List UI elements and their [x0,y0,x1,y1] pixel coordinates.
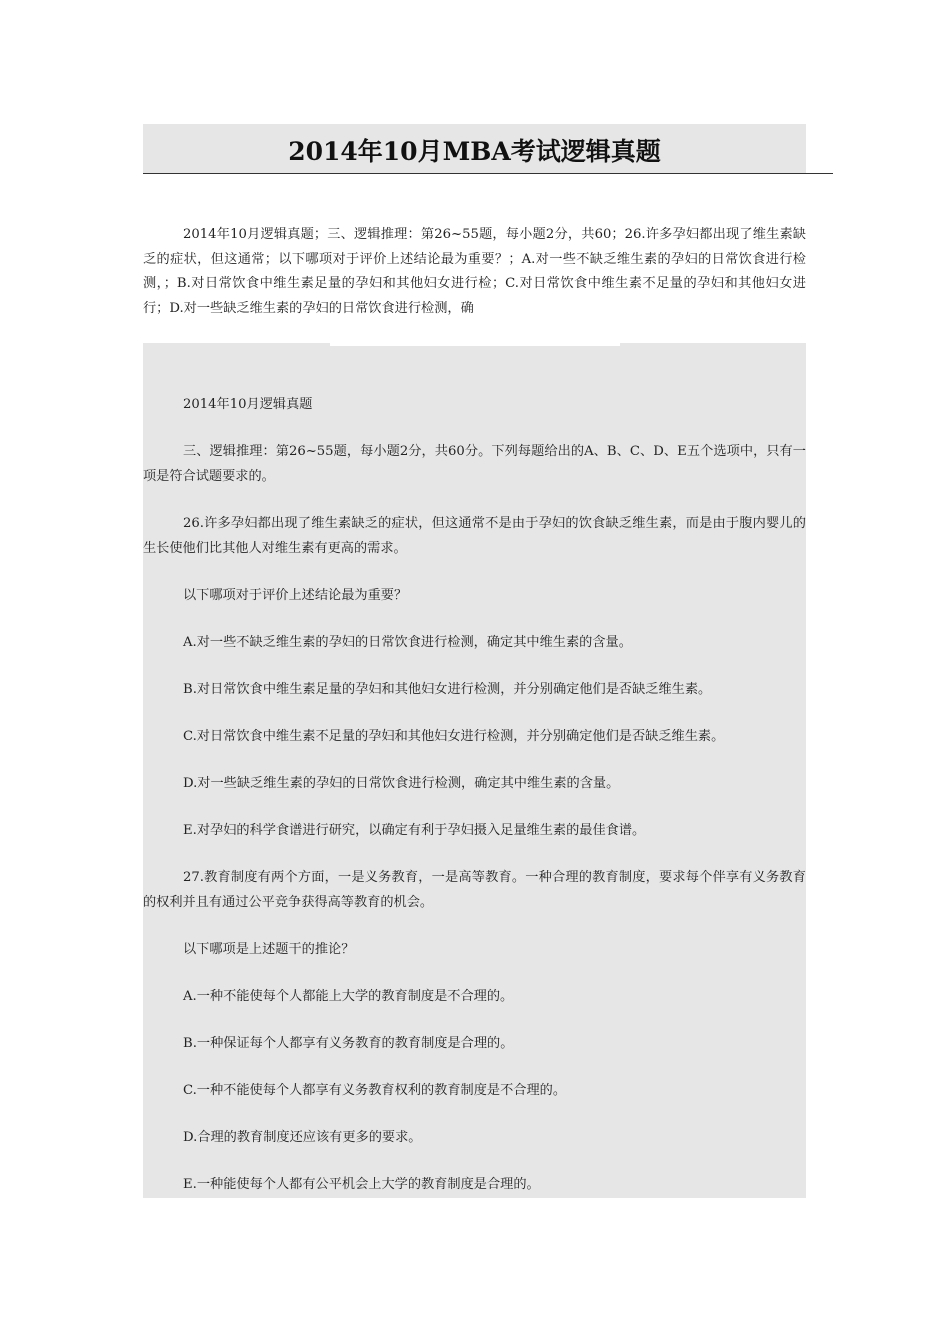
question-26-prompt: 以下哪项对于评价上述结论最为重要？ [183,588,408,603]
question-26-option-c: C.对日常饮食中维生素不足量的孕妇和其他妇女进行检测，并分别确定他们是否缺乏维生素。 [183,729,725,744]
question-27-option-e: E.一种能使每个人都有公平机会上大学的教育制度是合理的。 [183,1177,540,1192]
question-26-option-d: D.对一些缺乏维生素的孕妇的日常饮食进行检测，确定其中维生素的含量。 [183,776,620,791]
question-27-option-a: A.一种不能使每个人都能上大学的教育制度是不合理的。 [183,989,514,1004]
section-instructions: 三、逻辑推理：第26~55题，每小题2分，共60分。下列每题给出的A、B、C、D、E五个选项中，只有一项是符合试题要求的。 [143,444,806,484]
document-body [143,392,806,1219]
question-27-stem: 27.教育制度有两个方面，一是义务教育，一是高等教育。一种合理的教育制度，要求每个伴享有义务教育的权利并且有通过公平竞争获得高等教育的机会。 [143,870,806,910]
panel-notch [330,343,620,346]
page-title: 2014年10月MBA考试逻辑真题 [288,137,661,166]
question-26-option-b: B.对日常饮食中维生素足量的孕妇和其他妇女进行检测，并分别确定他们是否缺乏维生素。 [183,682,712,697]
question-27-option-c: C.一种不能使每个人都享有义务教育权利的教育制度是不合理的。 [183,1083,567,1098]
question-26-option-e: E.对孕妇的科学食谱进行研究，以确定有利于孕妇摄入足量维生素的最佳食谱。 [183,823,646,838]
document-summary: 2014年10月逻辑真题；三、逻辑推理：第26~55题，每小题2分，共60；26.许多孕妇都出现了维生素缺乏的症状，但这通常；以下哪项对于评价上述结论最为重要？；A.对一些不缺乏维生素的孕妇的日常饮食进行检测，；B.对日常饮食中维生素足量的孕妇和其他妇女进行检；C.对日常饮食中维生素不足量的孕妇和其他妇女进行；D.对一些缺乏维生素的孕妇的日常饮食进行检测，确 [143,227,806,316]
question-27-option-d: D.合理的教育制度还应该有更多的要求。 [183,1130,422,1145]
question-27-prompt: 以下哪项是上述题干的推论？ [183,942,355,957]
question-26-stem: 26.许多孕妇都出现了维生素缺乏的症状，但这通常不是由于孕妇的饮食缺乏维生素，而是由于腹内婴儿的生长使他们比其他人对维生素有更高的需求。 [143,516,806,556]
question-27-option-b: B.一种保证每个人都享有义务教育的教育制度是合理的。 [183,1036,514,1051]
section-heading: 2014年10月逻辑真题 [183,397,313,412]
title-underline [143,173,833,174]
question-26-option-a: A.对一些不缺乏维生素的孕妇的日常饮食进行检测，确定其中维生素的含量。 [183,635,632,650]
